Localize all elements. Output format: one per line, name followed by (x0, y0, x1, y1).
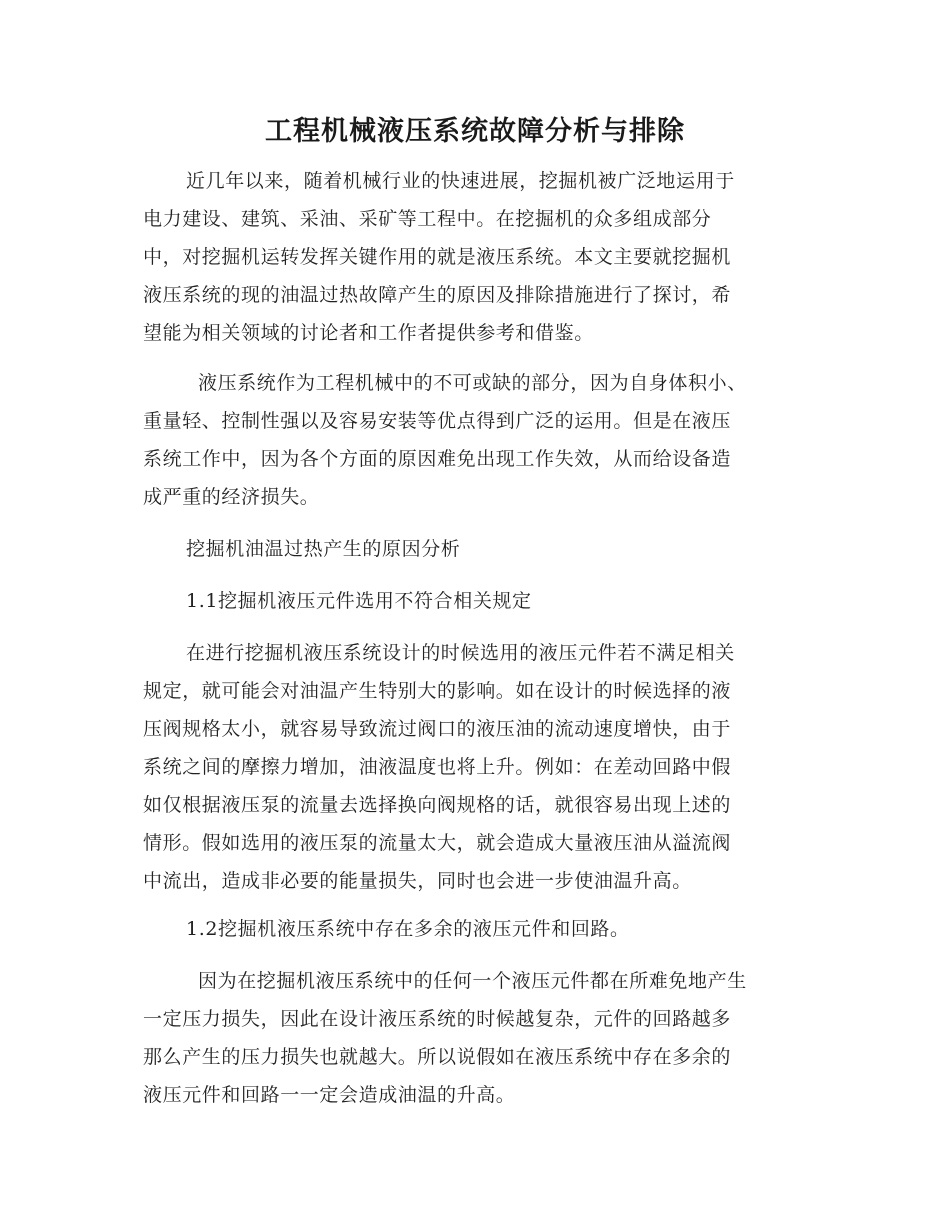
paragraph-background (143, 364, 808, 516)
text-line: 1.2挖掘机液压系统中存在多余的液压元件和回路。 (186, 918, 630, 940)
text-line: 重量轻、控制性强以及容易安装等优点得到广泛的运用。但是在液压 (143, 410, 732, 432)
subsection-heading-1-2 (143, 910, 808, 948)
text-line: 因为在挖掘机液压系统中的任何一个液压元件都在所难免地产生 (198, 970, 747, 992)
text-line: 如仅根据液压泵的流量去选择换向阀规格的话，就很容易出现上述的 (143, 794, 732, 816)
text-line: 成严重的经济损失。 (143, 486, 320, 508)
text-line: 情形。假如选用的液压泵的流量太大，就会造成大量液压油从溢流阀 (143, 832, 732, 854)
text-line: 1.1挖掘机液压元件选用不符合相关规定 (186, 590, 532, 612)
text-line: 中，对挖掘机运转发挥关键作用的就是液压系统。本文主要就挖掘机 (143, 246, 732, 268)
text-line: 压阀规格太小，就容易导致流过阀口的液压油的流动速度增快，由于 (143, 718, 732, 740)
text-line: 液压元件和回路一一定会造成油温的升高。 (143, 1084, 516, 1106)
text-line: 挖掘机油温过热产生的原因分析 (186, 538, 461, 560)
text-line: 系统工作中，因为各个方面的原因难免出现工作失效，从而给设备造 (143, 448, 732, 470)
text-line: 规定，就可能会对油温产生特别大的影响。如在设计的时候选择的液 (143, 680, 732, 702)
text-line: 中流出，造成非必要的能量损失，同时也会进一步使油温升高。 (143, 870, 692, 892)
paragraph-1-1 (143, 634, 808, 900)
text-line: 一定压力损失，因此在设计液压系统的时候越复杂，元件的回路越多 (143, 1008, 732, 1030)
paragraph-intro (143, 162, 808, 352)
text-line: 系统之间的摩擦力增加，油液温度也将上升。例如：在差动回路中假 (143, 756, 732, 778)
subsection-heading-1-1 (143, 582, 808, 620)
document-title: 工程机械液压系统故障分析与排除 (265, 116, 685, 147)
text-line: 望能为相关领域的讨论者和工作者提供参考和借鉴。 (143, 322, 594, 344)
text-line: 液压系统的现的油温过热故障产生的原因及排除措施进行了探讨，希 (143, 284, 732, 306)
section-heading (143, 530, 808, 568)
text-line: 近几年以来，随着机械行业的快速进展，挖掘机被广泛地运用于 (186, 170, 735, 192)
text-line: 电力建设、建筑、采油、采矿等工程中。在挖掘机的众多组成部分 (143, 208, 712, 230)
text-line: 那么产生的压力损失也就越大。所以说假如在液压系统中存在多余的 (143, 1046, 732, 1068)
paragraph-1-2 (143, 962, 808, 1114)
text-line: 在进行挖掘机液压系统设计的时候选用的液压元件若不满足相关 (186, 642, 735, 664)
text-line: 液压系统作为工程机械中的不可或缺的部分，因为自身体积小、 (198, 372, 747, 394)
